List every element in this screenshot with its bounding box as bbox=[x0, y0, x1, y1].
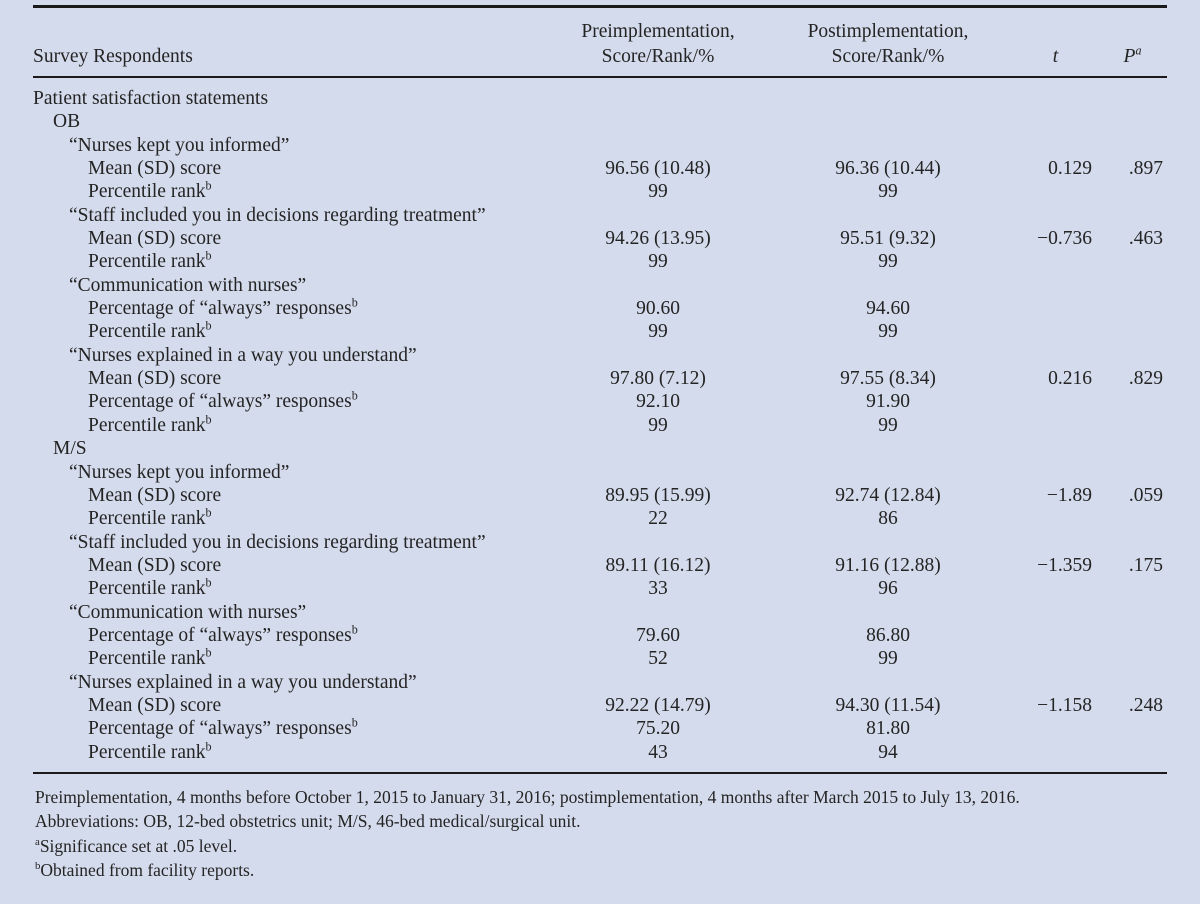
footnote-marker: b bbox=[205, 575, 212, 590]
table-row bbox=[33, 204, 1167, 227]
cell-preimplementation: 75.20 bbox=[636, 718, 680, 740]
cell-p-value bbox=[1098, 297, 1167, 320]
cell-preimplementation bbox=[553, 274, 763, 297]
table-row bbox=[33, 414, 1167, 437]
row-label: Mean (SD) score bbox=[88, 158, 222, 180]
cell-t-statistic: −1.359 bbox=[1037, 554, 1092, 576]
cell-preimplementation: 52 bbox=[648, 648, 668, 670]
cell-postimplementation: 99 bbox=[878, 251, 898, 273]
row-label: “Communication with nurses” bbox=[69, 601, 307, 623]
cell-postimplementation bbox=[763, 531, 1013, 554]
table-row bbox=[33, 367, 1167, 390]
cell-p-value bbox=[1098, 624, 1167, 647]
cell-postimplementation: 99 bbox=[878, 648, 898, 670]
cell-t-statistic bbox=[1013, 344, 1098, 367]
p-value-footnote-marker: a bbox=[1135, 43, 1142, 58]
cell-p-value bbox=[1098, 250, 1167, 273]
table-row bbox=[33, 507, 1167, 530]
table-row bbox=[33, 554, 1167, 577]
cell-p-value bbox=[1098, 274, 1167, 297]
row-label: Mean (SD) score bbox=[88, 368, 222, 390]
cell-p-value bbox=[1098, 414, 1167, 437]
cell-p-value bbox=[1098, 204, 1167, 227]
cell-t-statistic: −1.158 bbox=[1037, 694, 1092, 716]
table-row bbox=[33, 250, 1167, 273]
row-label: Mean (SD) score bbox=[88, 694, 222, 716]
table-row bbox=[33, 157, 1167, 180]
cell-preimplementation bbox=[553, 437, 763, 460]
footnote-marker: b bbox=[205, 248, 212, 263]
footnote-marker: b bbox=[205, 645, 212, 660]
footnote-marker: b bbox=[351, 295, 358, 310]
journal-table bbox=[0, 5, 1200, 904]
cell-preimplementation: 99 bbox=[648, 414, 668, 436]
cell-p-value bbox=[1098, 601, 1167, 624]
cell-p-value bbox=[1098, 671, 1167, 694]
table-row bbox=[33, 320, 1167, 343]
footnote-marker: b bbox=[205, 318, 212, 333]
cell-preimplementation: 43 bbox=[648, 741, 668, 763]
cell-preimplementation bbox=[553, 601, 763, 624]
cell-p-value: .897 bbox=[1128, 158, 1163, 180]
row-label: “Staff included you in decisions regarding treatment” bbox=[69, 531, 486, 553]
cell-t-statistic: −1.89 bbox=[1046, 484, 1092, 506]
cell-t-statistic bbox=[1013, 87, 1098, 110]
p-value-symbol: P bbox=[1123, 46, 1136, 67]
cell-p-value: .248 bbox=[1128, 694, 1163, 716]
cell-t-statistic bbox=[1013, 601, 1098, 624]
footnote-text: Abbreviations: OB, 12-bed obstetrics unit; M/S, 46-bed medical/surgical unit. bbox=[35, 811, 581, 832]
footnote-marker: b bbox=[205, 178, 212, 193]
cell-p-value: .829 bbox=[1128, 368, 1163, 390]
table-row bbox=[33, 390, 1167, 413]
cell-t-statistic bbox=[1013, 274, 1098, 297]
footnote-marker: b bbox=[351, 388, 358, 403]
cell-t-statistic bbox=[1013, 437, 1098, 460]
cell-postimplementation: 86 bbox=[878, 508, 898, 530]
header-postimplementation-line1: Postimplementation, bbox=[807, 21, 969, 42]
cell-postimplementation: 81.80 bbox=[866, 718, 910, 740]
cell-t-statistic: −0.736 bbox=[1037, 228, 1092, 250]
cell-postimplementation bbox=[763, 601, 1013, 624]
cell-preimplementation bbox=[553, 87, 763, 110]
header-p-value bbox=[1098, 44, 1167, 69]
cell-preimplementation bbox=[553, 204, 763, 227]
cell-postimplementation: 96 bbox=[878, 578, 898, 600]
row-label: Percentage of “always” responses$^b$ bbox=[88, 295, 358, 320]
cell-preimplementation bbox=[553, 134, 763, 157]
table-row bbox=[33, 227, 1167, 250]
cell-p-value bbox=[1098, 507, 1167, 530]
table-row bbox=[33, 461, 1167, 484]
table-row bbox=[33, 110, 1167, 133]
cell-preimplementation: 92.10 bbox=[636, 391, 680, 413]
footnote-marker: b bbox=[205, 412, 212, 427]
cell-preimplementation bbox=[553, 531, 763, 554]
row-label: Percentile rank$^b$ bbox=[88, 505, 212, 530]
table-row bbox=[33, 180, 1167, 203]
row-label: OB bbox=[53, 111, 81, 133]
row-label: Percentage of “always” responses$^b$ bbox=[88, 715, 358, 740]
footnote-text: Significance set at .05 level. bbox=[39, 835, 238, 856]
cell-postimplementation: 92.74 (12.84) bbox=[835, 484, 941, 506]
cell-t-statistic bbox=[1013, 297, 1098, 320]
cell-t-statistic bbox=[1013, 250, 1098, 273]
row-label: “Nurses explained in a way you understand” bbox=[69, 344, 417, 366]
footnote-text: Obtained from facility reports. bbox=[40, 860, 255, 881]
table-row bbox=[33, 531, 1167, 554]
row-label: “Nurses kept you informed” bbox=[69, 461, 290, 483]
row-label: Percentile rank$^b$ bbox=[88, 739, 212, 763]
cell-t-statistic bbox=[1013, 507, 1098, 530]
cell-t-statistic bbox=[1013, 671, 1098, 694]
row-label: Percentile rank$^b$ bbox=[88, 178, 212, 203]
cell-preimplementation bbox=[553, 110, 763, 133]
row-label: Mean (SD) score bbox=[88, 228, 222, 250]
cell-postimplementation bbox=[763, 461, 1013, 484]
footnote-marker: b bbox=[205, 739, 212, 754]
cell-preimplementation: 89.95 (15.99) bbox=[605, 484, 711, 506]
cell-preimplementation bbox=[553, 671, 763, 694]
table-row bbox=[33, 577, 1167, 600]
cell-p-value bbox=[1098, 390, 1167, 413]
cell-p-value: .175 bbox=[1128, 554, 1163, 576]
cell-postimplementation: 95.51 (9.32) bbox=[840, 228, 936, 250]
table-row bbox=[33, 741, 1167, 764]
footnote-significance bbox=[35, 834, 1167, 858]
cell-postimplementation bbox=[763, 437, 1013, 460]
cell-preimplementation: 99 bbox=[648, 321, 668, 343]
row-label: “Nurses explained in a way you understand” bbox=[69, 671, 417, 693]
table-row bbox=[33, 437, 1167, 460]
table-row bbox=[33, 717, 1167, 740]
cell-t-statistic bbox=[1013, 180, 1098, 203]
cell-t-statistic bbox=[1013, 647, 1098, 670]
footnote-marker: a bbox=[35, 835, 40, 848]
cell-p-value bbox=[1098, 717, 1167, 740]
header-t-statistic: t bbox=[1052, 46, 1059, 67]
cell-postimplementation: 97.55 (8.34) bbox=[840, 368, 936, 390]
cell-p-value bbox=[1098, 647, 1167, 670]
footnote-abbreviations bbox=[35, 809, 1167, 833]
cell-postimplementation: 94.60 bbox=[866, 298, 910, 320]
cell-preimplementation: 79.60 bbox=[636, 624, 680, 646]
cell-postimplementation: 99 bbox=[878, 414, 898, 436]
row-label: Percentage of “always” responses$^b$ bbox=[88, 388, 358, 413]
table-row bbox=[33, 87, 1167, 110]
table-row bbox=[33, 601, 1167, 624]
table-row bbox=[33, 694, 1167, 717]
footnotes bbox=[33, 774, 1167, 883]
cell-postimplementation bbox=[763, 110, 1013, 133]
table-row bbox=[33, 274, 1167, 297]
cell-p-value: .059 bbox=[1128, 484, 1163, 506]
header-postimplementation-line2: Score/Rank/% bbox=[831, 46, 945, 67]
cell-t-statistic: 0.216 bbox=[1048, 368, 1092, 390]
header-postimplementation bbox=[763, 19, 1013, 69]
cell-postimplementation: 94.30 (11.54) bbox=[835, 694, 941, 716]
cell-preimplementation: 97.80 (7.12) bbox=[610, 368, 706, 390]
cell-postimplementation: 99 bbox=[878, 321, 898, 343]
row-label: Percentile rank$^b$ bbox=[88, 318, 212, 343]
row-label: Patient satisfaction statements bbox=[33, 88, 269, 109]
footnote-marker: b bbox=[351, 622, 358, 637]
cell-preimplementation: 33 bbox=[648, 578, 668, 600]
cell-t-statistic bbox=[1013, 741, 1098, 764]
cell-t-statistic bbox=[1013, 134, 1098, 157]
table-row bbox=[33, 671, 1167, 694]
cell-p-value bbox=[1098, 577, 1167, 600]
cell-postimplementation bbox=[763, 671, 1013, 694]
row-label: Percentile rank$^b$ bbox=[88, 412, 212, 436]
table-row bbox=[33, 647, 1167, 670]
cell-t-statistic bbox=[1013, 204, 1098, 227]
table-row bbox=[33, 134, 1167, 157]
table-row bbox=[33, 624, 1167, 647]
header-preimplementation bbox=[553, 19, 763, 69]
row-label: “Communication with nurses” bbox=[69, 274, 307, 296]
cell-p-value bbox=[1098, 461, 1167, 484]
cell-p-value bbox=[1098, 110, 1167, 133]
cell-postimplementation bbox=[763, 87, 1013, 110]
cell-preimplementation: 90.60 bbox=[636, 298, 680, 320]
footnote-period-definition bbox=[35, 785, 1167, 809]
cell-postimplementation: 91.90 bbox=[866, 391, 910, 413]
cell-preimplementation: 99 bbox=[648, 251, 668, 273]
cell-t-statistic bbox=[1013, 110, 1098, 133]
header-preimplementation-line1: Preimplementation, bbox=[581, 21, 735, 42]
footnote-facility-reports bbox=[35, 858, 1167, 882]
cell-t-statistic bbox=[1013, 577, 1098, 600]
footnote-text: Preimplementation, 4 months before October 1, 2015 to January 31, 2016; postimplementation, 4 months after March 2015 to July 13, 2016. bbox=[35, 786, 1020, 807]
cell-p-value bbox=[1098, 437, 1167, 460]
cell-t-statistic bbox=[1013, 461, 1098, 484]
cell-postimplementation: 99 bbox=[878, 181, 898, 203]
cell-postimplementation: 94 bbox=[878, 741, 898, 763]
cell-postimplementation: 96.36 (10.44) bbox=[835, 158, 941, 180]
cell-t-statistic: 0.129 bbox=[1048, 158, 1092, 180]
cell-postimplementation bbox=[763, 344, 1013, 367]
cell-t-statistic bbox=[1013, 531, 1098, 554]
cell-p-value bbox=[1098, 531, 1167, 554]
cell-t-statistic bbox=[1013, 320, 1098, 343]
row-label: Mean (SD) score bbox=[88, 484, 222, 506]
cell-preimplementation: 92.22 (14.79) bbox=[605, 694, 711, 716]
cell-p-value: .463 bbox=[1128, 228, 1163, 250]
cell-preimplementation bbox=[553, 344, 763, 367]
cell-preimplementation: 22 bbox=[648, 508, 668, 530]
header-preimplementation-line2: Score/Rank/% bbox=[601, 46, 715, 67]
row-label: “Staff included you in decisions regarding treatment” bbox=[69, 204, 486, 226]
cell-postimplementation bbox=[763, 274, 1013, 297]
cell-preimplementation bbox=[553, 461, 763, 484]
row-label: Percentile rank$^b$ bbox=[88, 248, 212, 273]
row-label: M/S bbox=[53, 438, 87, 460]
footnote-marker: b bbox=[205, 505, 212, 520]
header-survey-respondents: Survey Respondents bbox=[33, 46, 193, 67]
cell-p-value bbox=[1098, 134, 1167, 157]
table-body bbox=[33, 78, 1167, 772]
cell-p-value bbox=[1098, 87, 1167, 110]
cell-t-statistic bbox=[1013, 414, 1098, 437]
cell-t-statistic bbox=[1013, 624, 1098, 647]
cell-p-value bbox=[1098, 180, 1167, 203]
cell-preimplementation: 94.26 (13.95) bbox=[605, 228, 711, 250]
cell-preimplementation: 89.11 (16.12) bbox=[605, 554, 711, 576]
row-label: Percentile rank$^b$ bbox=[88, 575, 212, 600]
cell-postimplementation bbox=[763, 134, 1013, 157]
row-label: “Nurses kept you informed” bbox=[69, 134, 290, 156]
cell-p-value bbox=[1098, 320, 1167, 343]
cell-preimplementation: 99 bbox=[648, 181, 668, 203]
table-content bbox=[33, 5, 1167, 883]
table-row bbox=[33, 344, 1167, 367]
cell-preimplementation: 96.56 (10.48) bbox=[605, 158, 711, 180]
cell-t-statistic bbox=[1013, 390, 1098, 413]
table-row bbox=[33, 297, 1167, 320]
cell-postimplementation bbox=[763, 204, 1013, 227]
footnote-marker: b bbox=[351, 715, 358, 730]
row-label: Percentage of “always” responses$^b$ bbox=[88, 622, 358, 646]
table-header-row bbox=[33, 8, 1167, 76]
row-label: Percentile rank$^b$ bbox=[88, 645, 212, 670]
cell-p-value bbox=[1098, 741, 1167, 764]
table-row bbox=[33, 484, 1167, 507]
cell-t-statistic bbox=[1013, 717, 1098, 740]
cell-p-value bbox=[1098, 344, 1167, 367]
row-label: Mean (SD) score bbox=[88, 554, 222, 576]
cell-postimplementation: 86.80 bbox=[866, 624, 910, 646]
footnote-marker: b bbox=[35, 860, 41, 873]
cell-postimplementation: 91.16 (12.88) bbox=[835, 554, 941, 576]
